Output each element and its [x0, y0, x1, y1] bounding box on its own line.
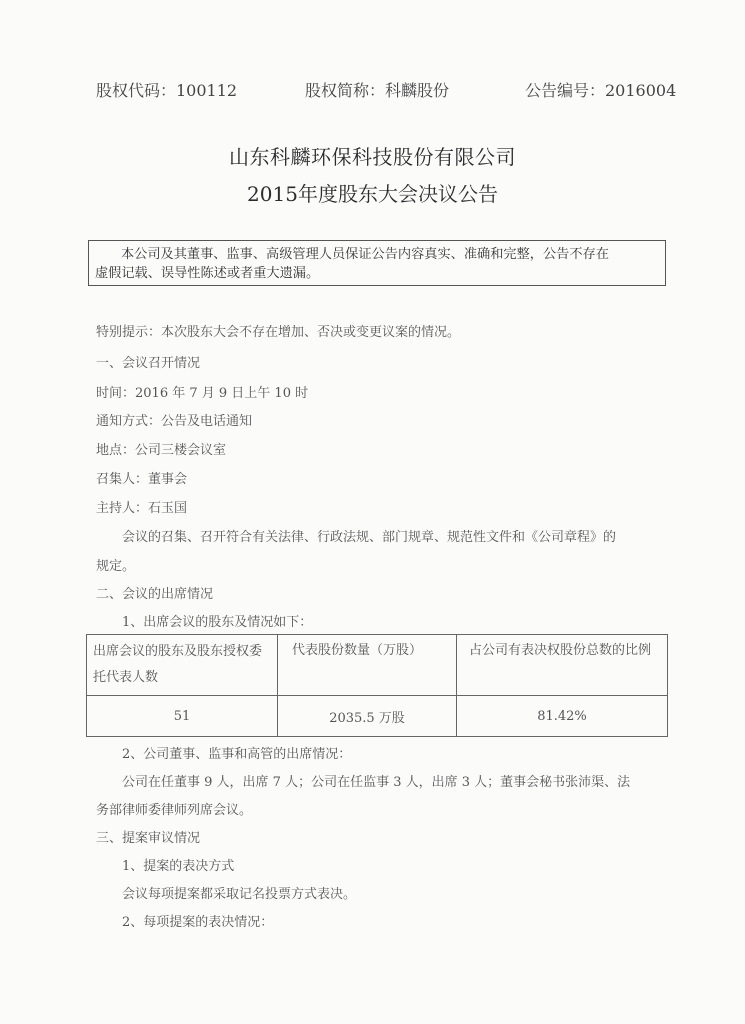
disclaimer-line-1: 本公司及其董事、监事、高级管理人员保证公告内容真实、准确和完整，公告不存在 — [121, 247, 609, 262]
meeting-time: 时间：2016 年 7 月 9 日上午 10 时 — [96, 386, 309, 401]
disclaimer-box — [88, 240, 666, 286]
notification-method: 通知方式：公告及电话通知 — [96, 414, 253, 429]
table-header: 代表股份数量（万股） — [278, 635, 457, 696]
meeting-place: 地点：公司三楼会议室 — [96, 443, 227, 458]
directors-line-1: 公司在任董事 9 人，出席 7 人；公司在任监事 3 人，出席 3 人；董事会秘书张沛渠、法 — [122, 775, 631, 790]
vote-method: 会议每项提案都采取记名投票方式表决。 — [122, 887, 357, 902]
subsection-3: 1、提案的表决方式 — [122, 859, 235, 874]
special-notice: 特别提示：本次股东大会不存在增加、否决或变更议案的情况。 — [96, 325, 461, 340]
subsection-2: 2、公司董事、监事和高管的出席情况： — [122, 747, 352, 762]
disclaimer-line-2: 虚假记载、误导性陈述或者重大遗漏。 — [95, 266, 320, 281]
table-row — [87, 696, 668, 737]
table-cell: 51 — [87, 696, 278, 737]
notice-number: 公告编号：2016004 — [525, 81, 677, 100]
table-cell: 2035.5 万股 — [278, 696, 457, 737]
host: 主持人：石玉国 — [96, 501, 188, 516]
table-cell: 81.42% — [457, 696, 668, 737]
company-title: 山东科麟环保科技股份有限公司 — [229, 145, 516, 169]
stock-abbreviation: 股权简称：科麟股份 — [305, 81, 450, 100]
directors-line-2: 务部律师委律师列席会议。 — [96, 803, 253, 818]
attendance-table — [86, 634, 668, 737]
compliance-line-2: 规定。 — [96, 559, 136, 574]
stock-code: 股权代码：100112 — [96, 81, 238, 100]
convener: 召集人：董事会 — [96, 472, 188, 487]
document-title: 2015年度股东大会决议公告 — [247, 182, 498, 206]
subsection-4: 2、每项提案的表决情况： — [122, 915, 274, 930]
table-header-row — [87, 635, 668, 696]
subsection-1: 1、出席会议的股东及情况如下： — [122, 615, 313, 630]
compliance-line-1: 会议的召集、召开符合有关法律、行政法规、部门规章、规范性文件和《公司章程》的 — [122, 530, 617, 545]
section-heading-2: 二、会议的出席情况 — [96, 587, 214, 602]
table-header: 占公司有表决权股份总数的比例 — [457, 635, 668, 696]
section-heading-1: 一、会议召开情况 — [96, 356, 201, 371]
section-heading-3: 三、提案审议情况 — [96, 831, 201, 846]
table-header: 出席会议的股东及股东授权委托代表人数 — [87, 635, 278, 696]
